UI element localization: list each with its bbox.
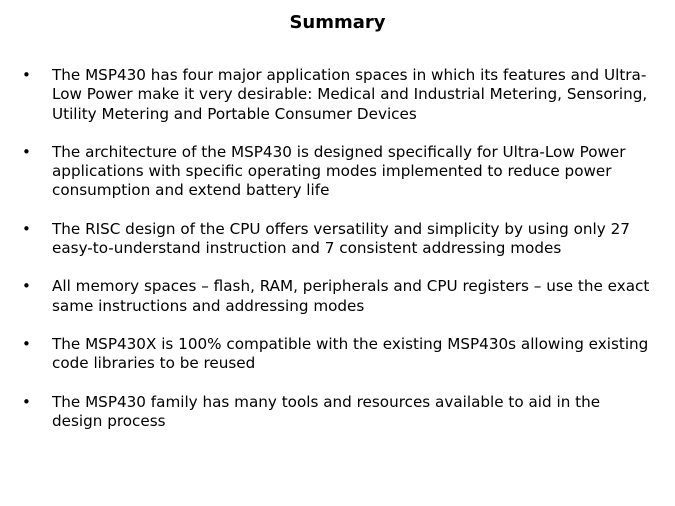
bullet-text: All memory spaces – flash, RAM, peripherals and CPU registers – use the exact same instructions and addressing modes (52, 277, 650, 315)
bullet-item (0, 277, 675, 316)
bullet-icon: • (22, 219, 31, 238)
bullet-icon: • (22, 142, 31, 161)
bullet-text: The MSP430 has four major application spaces in which its features and Ultra-Low Power make it very desirable: Medical and Industrial Metering, Sensoring, Utility Metering and Portable Consumer Devices (52, 66, 648, 123)
bullet-text: The MSP430 family has many tools and resources available to aid in the design process (52, 392, 601, 430)
bullet-item (0, 393, 675, 432)
slide-title: Summary (289, 12, 386, 33)
bullet-item (0, 220, 675, 259)
bullet-text: The architecture of the MSP430 is designed specifically for Ultra-Low Power applications with specific operating modes implemented to reduce power consumption and extend battery life (52, 142, 626, 200)
bullet-icon: • (22, 277, 31, 296)
bullet-icon: • (22, 66, 31, 84)
bullet-item (0, 143, 675, 201)
bullet-icon: • (22, 392, 31, 411)
bullet-text: The MSP430X is 100% compatible with the existing MSP430s allowing existing code libraries to be reused (52, 334, 649, 373)
bullet-icon: • (22, 334, 31, 353)
bullet-text: The RISC design of the CPU offers versatility and simplicity by using only 27 easy-to-understand instruction and 7 consistent addressing modes (52, 219, 630, 258)
bullet-list (0, 66, 675, 450)
bullet-item (0, 66, 675, 124)
bullet-item (0, 335, 675, 374)
